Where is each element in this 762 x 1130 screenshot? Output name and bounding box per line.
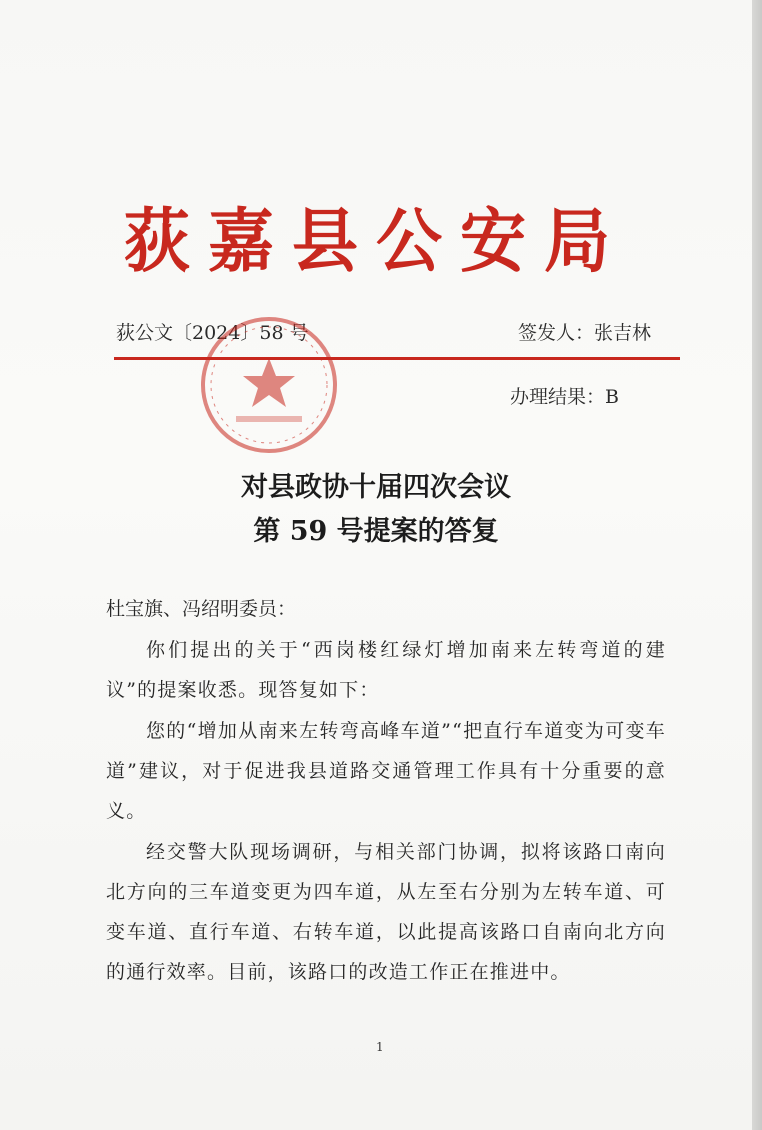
- processing-result: 办理结果：B: [510, 386, 619, 408]
- paragraph-2: 您的“增加从南来左转弯高峰车道”“把直行车道变为可变车道”建议，对于促进我县道路交通管理工作具有十分重要的意义。: [106, 720, 666, 822]
- seal-star-icon: [243, 358, 295, 407]
- page-number: 1: [376, 1040, 384, 1054]
- title-line-2: 第 59 号提案的答复: [253, 516, 499, 547]
- title-line-1: 对县政协十届四次会议: [241, 472, 511, 503]
- issuer: 签发人：张吉林: [518, 322, 652, 344]
- document-number: 荻公文〔2024〕58 号: [116, 322, 309, 344]
- letterhead-title: 荻嘉县公安局: [124, 200, 628, 282]
- paragraph-1: 你们提出的关于“西岗楼红绿灯增加南来左转弯道的建议”的提案收悉。现答复如下：: [106, 639, 666, 701]
- document-title: [0, 466, 752, 554]
- salutation: 杜宝旗、冯绍明委员：: [106, 598, 297, 620]
- official-seal-stamp: [196, 312, 342, 458]
- page-edge-shadow: [752, 0, 762, 1130]
- paragraph-3: 经交警大队现场调研，与相关部门协调，拟将该路口南向北方向的三车道变更为四车道，从左至右分别为左转车道、可变车道、直行车道、右转车道，以此提高该路口自南向北方向的通行效率。目前，该路口的改造工作正在推进中。: [106, 841, 666, 983]
